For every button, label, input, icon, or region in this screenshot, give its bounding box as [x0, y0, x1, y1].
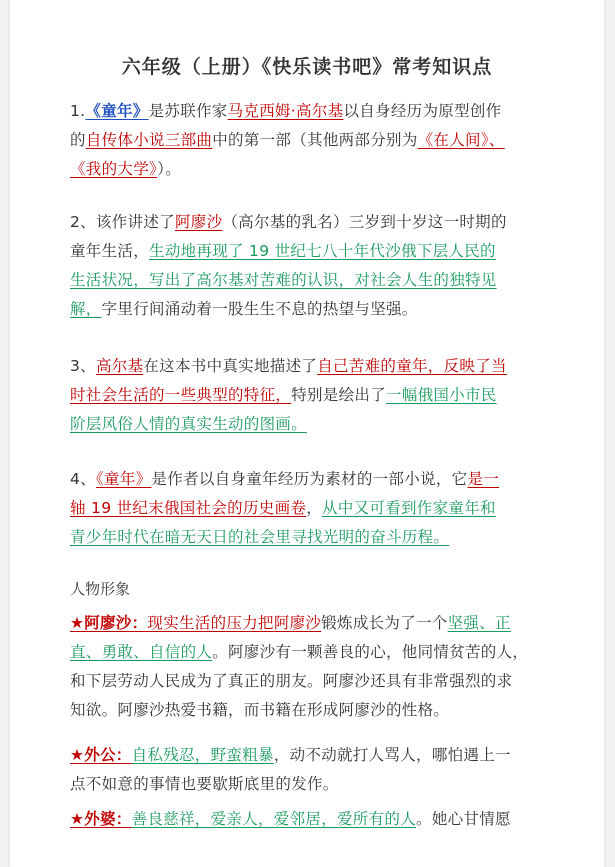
character-name: ★外婆：: [70, 810, 132, 828]
text-run: 1.: [70, 102, 86, 120]
paragraph-3: [70, 352, 572, 439]
text-run: 2、该作讲述了: [70, 213, 175, 231]
text-run: 特别是绘出了: [291, 386, 387, 404]
key-point-highlight: 阿廖沙: [273, 614, 322, 632]
text-line: [70, 410, 572, 439]
character-name: ★外公：: [70, 746, 132, 764]
key-point-highlight-green: 一幅俄国小市民: [386, 386, 497, 404]
text-line: [70, 465, 572, 494]
text-run: （高尔基的乳名）三岁到十岁这一时期的: [222, 213, 507, 231]
text-line: [70, 208, 572, 237]
text-line: [70, 770, 572, 799]
text-line: [70, 696, 572, 725]
text-run: ）。: [157, 160, 181, 178]
key-point-highlight: 高尔基: [95, 357, 144, 375]
text-line: [70, 126, 572, 155]
text-run: 。她心甘情愿: [416, 810, 511, 828]
text-run: 是作者以自身童年经历为素材的一部小说，它: [151, 470, 468, 488]
text-line: [70, 155, 572, 184]
key-point-highlight: 自己苦难的童年，反映了当: [317, 357, 507, 375]
key-point-highlight-green: 直、勇敢、自信的人: [70, 643, 213, 661]
key-point-highlight: 时社会生活的一些典型的特征，: [70, 386, 292, 404]
paragraph-2: [70, 208, 572, 324]
section-heading: 人物形象: [70, 580, 131, 598]
text-line: [70, 295, 572, 324]
character-grandmother: [70, 805, 572, 834]
text-run: 在这本书中真实地描述了: [143, 357, 318, 375]
text-run: 的: [70, 131, 86, 149]
text-line: [70, 266, 572, 295]
text-run: 是苏联作家: [148, 102, 228, 120]
key-point-highlight: 自传体小说三部曲: [85, 131, 213, 149]
text-line: [70, 237, 572, 266]
character-alyosha: [70, 609, 572, 725]
text-run: 。阿廖沙有一颗善良的心，他同情贫苦的人，: [212, 643, 529, 661]
key-point-highlight-green: 生动地再现了 19 世纪七八十年代沙俄下层人民的: [149, 242, 496, 260]
text-run: 童年生活，: [70, 242, 150, 260]
text-run: 3、: [70, 357, 96, 375]
text-run: 锻炼成长为了一个: [321, 614, 448, 632]
key-point-highlight-green: 坚强、正: [447, 614, 511, 632]
book-title-highlight: 《童年》: [95, 470, 152, 488]
text-line: [70, 494, 572, 523]
key-point-highlight: 《我的大学》: [70, 160, 158, 178]
text-line: [70, 381, 572, 410]
text-run: 点不如意的事情也要歇斯底里的发作。: [70, 775, 339, 793]
text-run: 和下层劳动人民成为了真正的朋友。阿廖沙还具有非常强烈的求: [70, 672, 513, 690]
text-run: 中的第一部（其他两部分别为: [212, 131, 418, 149]
text-line: [70, 667, 572, 696]
text-run: ，动不动就打人骂人，哪怕遇上一: [273, 746, 511, 764]
text-run: 字里行间涌动着一股生生不息的热望与坚强。: [101, 300, 418, 318]
key-point-highlight: 是一: [467, 470, 500, 488]
text-line: [70, 609, 572, 638]
paragraph-1: [70, 97, 572, 184]
key-point-highlight: 现实生活的压力把: [147, 614, 274, 632]
text-line: [70, 352, 572, 381]
key-point-highlight: 《在人间》、: [417, 131, 505, 149]
text-line: [70, 638, 572, 667]
key-point-highlight-green: 解，: [70, 300, 102, 318]
text-line: [70, 741, 572, 770]
character-grandfather: [70, 741, 572, 799]
key-point-highlight-green: 青少年时代在暗无天日的社会里寻找光明的奋斗历程。: [70, 528, 450, 546]
key-point-highlight-green: 善良慈祥，爱亲人，爱邻居，爱所有的人: [131, 810, 417, 828]
text-run: 4、: [70, 470, 96, 488]
text-run: 以自身经历为原型创作: [343, 102, 502, 120]
text-line: [70, 97, 572, 126]
text-line: [70, 523, 572, 552]
key-point-highlight-green: 自私残忍，野蛮粗暴: [131, 746, 274, 764]
paragraph-4: [70, 465, 572, 552]
key-point-highlight-green: 生活状况，写出了高尔基对苦难的认识，对社会人生的独特见: [70, 271, 497, 289]
text-run: 知欲。阿廖沙热爱书籍，而书籍在形成阿廖沙的性格。: [70, 701, 450, 719]
text-run: ，: [306, 499, 322, 517]
book-title-highlight: 《童年》: [85, 102, 149, 120]
key-point-highlight-green: 从中又可看到作家童年和: [322, 499, 496, 517]
key-point-highlight: 轴 19 世纪末俄国社会的历史画卷: [70, 499, 307, 517]
document-page: [10, 0, 604, 867]
page-title: 六年级（上册）《快乐读书吧》常考知识点: [121, 56, 493, 78]
author-highlight: 马克西姆·高尔基: [227, 102, 344, 120]
character-name: ★阿廖沙：: [70, 614, 148, 632]
key-point-highlight-green: 阶层风俗人情的真实生动的图画。: [70, 415, 308, 433]
key-point-highlight: 阿廖沙: [174, 213, 223, 231]
text-line: [70, 805, 572, 834]
